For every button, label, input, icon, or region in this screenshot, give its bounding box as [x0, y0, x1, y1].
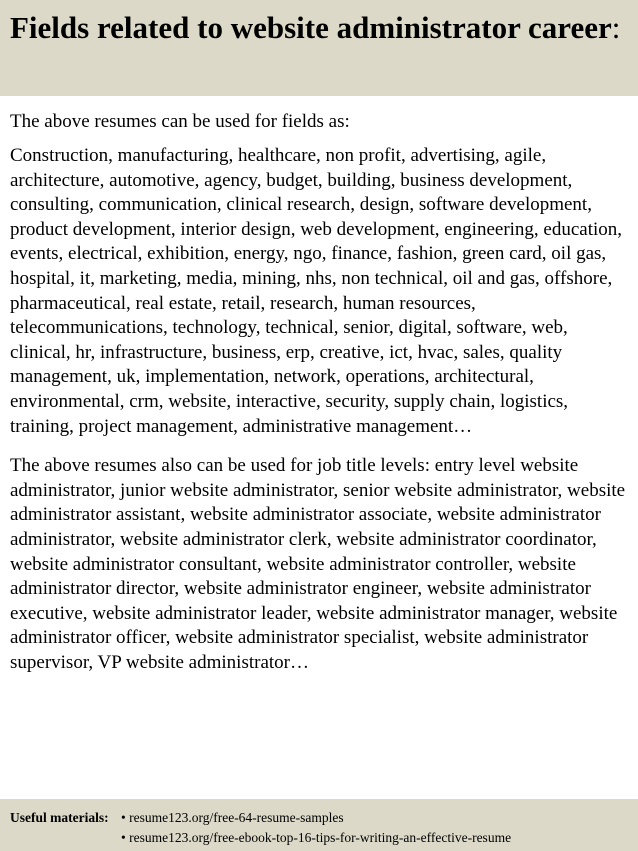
job-titles-paragraph: The above resumes also can be used for job title levels: entry level website administrator, junior website administrator, senior website administrator, website administrator assistant, website administrator associate, website administrator administrator, website administrator clerk, website administrator coordinator, website administrator consultant, website administrator controller, website administrator director, website administrator engineer, website administrator executive, website administrator leader, website administrator manager, website administrator officer, website administrator specialist, website administrator supervisor, VP website administrator… — [10, 455, 626, 673]
useful-materials-label: Useful materials: — [10, 810, 109, 825]
page-title-text: Fields related to website administrator career — [10, 10, 612, 45]
footer-row-1 — [10, 808, 628, 828]
footer-banner — [0, 799, 638, 851]
main-content — [10, 110, 632, 690]
fields-paragraph: Construction, manufacturing, healthcare, non profit, advertising, agile, architecture, automotive, agency, budget, building, business development, consulting, communication, clinical research, design, software development, product development, interior design, web development, engineering, education, events, electrical, exhibition, energy, ngo, finance, fashion, green card, oil gas, hospital, it, marketing, media, mining, nhs, non technical, oil and gas, offshore, pharmaceutical, real estate, retail, research, human resources, telecommunications, technology, technical, senior, digital, software, web, clinical, hr, infrastructure, business, erp, creative, ict, hvac, sales, quality management, uk, implementation, network, operations, architectural, environmental, crm, website, interactive, security, supply chain, logistics, training, project management, administrative management… — [10, 145, 623, 437]
footer-row-2 — [10, 828, 628, 848]
intro-text: The above resumes can be used for fields as: — [10, 111, 350, 132]
page-title-colon: : — [611, 10, 621, 45]
header-banner — [0, 0, 638, 96]
page-title — [10, 7, 628, 48]
footer-link-ebook[interactable]: • resume123.org/free-ebook-top-16-tips-for-writing-an-effective-resume — [121, 830, 512, 845]
footer-label-spacer — [10, 828, 121, 848]
footer-link-resume-samples[interactable]: • resume123.org/free-64-resume-samples — [121, 810, 344, 825]
